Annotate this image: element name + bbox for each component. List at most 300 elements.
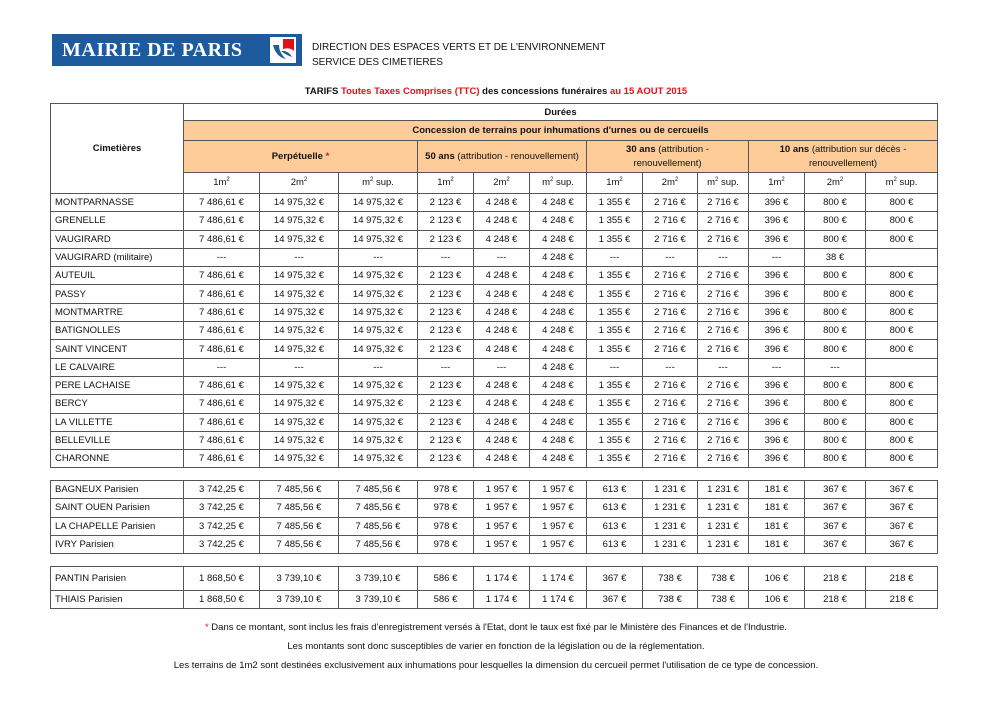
price-cell: 2 123 € [418,267,474,285]
cemetery-name: GRENELLE [51,212,184,230]
price-cell: 1 957 € [474,535,530,553]
price-cell: 4 248 € [474,303,530,321]
price-cell: 1 355 € [587,230,643,248]
price-cell: 367 € [805,499,866,517]
price-cell: 367 € [587,591,643,609]
price-cell: 4 248 € [530,450,587,468]
price-cell: 7 486,61 € [184,212,260,230]
price-cell: 800 € [866,431,938,449]
price-cell: 4 248 € [530,395,587,413]
price-cell: 1 957 € [530,499,587,517]
price-cell: 800 € [866,450,938,468]
price-cell: --- [418,358,474,376]
price-cell: 2 123 € [418,212,474,230]
price-cell: 800 € [805,230,866,248]
price-cell: 1 355 € [587,212,643,230]
cemetery-name: CHARONNE [51,450,184,468]
price-cell: --- [184,358,260,376]
price-cell: 396 € [749,194,805,212]
price-cell: 613 € [587,535,643,553]
price-cell: 2 716 € [643,230,698,248]
cemetery-name: BERCY [51,395,184,413]
price-cell: 1 355 € [587,303,643,321]
price-cell: 14 975,32 € [260,413,339,431]
price-cell: 2 123 € [418,413,474,431]
price-cell: 4 248 € [474,376,530,394]
price-cell: 800 € [866,230,938,248]
cemetery-name: THIAIS Parisien [51,591,184,609]
price-cell: 3 739,10 € [260,591,339,609]
price-cell: 106 € [749,591,805,609]
price-cell: --- [643,248,698,266]
table-row [51,212,938,230]
title-part: TARIFS [304,86,342,97]
price-cell: 4 248 € [530,230,587,248]
price-cell: --- [749,248,805,266]
price-cell: 4 248 € [530,285,587,303]
price-cell: 14 975,32 € [339,267,418,285]
table-row [51,431,938,449]
perpetuelle-header: Perpétuelle * [184,141,418,173]
price-cell: --- [474,248,530,266]
price-cell: 800 € [805,431,866,449]
price-cell: 7 485,56 € [260,517,339,535]
price-cell: --- [587,358,643,376]
price-cell: 218 € [866,567,938,591]
service-line: SERVICE DES CIMETIERES [312,57,443,68]
price-cell: 800 € [866,413,938,431]
price-cell: 1 957 € [474,481,530,499]
concession-header: Concession de terrains pour inhumations d'urnes ou de cercueils [184,121,938,141]
price-cell: 14 975,32 € [260,303,339,321]
price-cell: 1 231 € [698,535,749,553]
price-cell: 2 716 € [643,212,698,230]
unit-header: $1m^2$ [184,173,260,194]
price-cell: 4 248 € [530,212,587,230]
price-cell: 1 355 € [587,395,643,413]
price-cell: 800 € [866,322,938,340]
price-cell: 396 € [749,413,805,431]
price-cell: 396 € [749,395,805,413]
price-cell: --- [805,358,866,376]
price-cell: 3 739,10 € [339,591,418,609]
price-cell: 1 355 € [587,267,643,285]
cemetery-name: MONTMARTRE [51,303,184,321]
price-cell: 14 975,32 € [339,376,418,394]
price-cell: 1 231 € [643,517,698,535]
price-cell: 800 € [805,285,866,303]
tariffs-table-parisien-1 [50,480,938,554]
price-cell: 14 975,32 € [339,285,418,303]
table-row [51,499,938,517]
price-cell: 181 € [749,535,805,553]
price-cell: 1 174 € [530,567,587,591]
price-cell: 396 € [749,285,805,303]
price-cell: 396 € [749,450,805,468]
cimetieres-header: Cimetières [51,104,184,194]
price-cell: 367 € [866,499,938,517]
cemetery-name: VAUGIRARD (militaire) [51,248,184,266]
price-cell: 1 957 € [530,535,587,553]
price-cell: 396 € [749,303,805,321]
price-cell: 1 355 € [587,322,643,340]
price-cell: 738 € [698,591,749,609]
price-cell: 2 716 € [643,267,698,285]
price-cell: 1 174 € [474,591,530,609]
price-cell: 978 € [418,481,474,499]
price-cell: 2 716 € [643,376,698,394]
cemetery-name: IVRY Parisien [51,535,184,553]
price-cell: 4 248 € [530,376,587,394]
price-cell: 7 485,56 € [339,499,418,517]
30ans-header: 30 ans (attribution - renouvellement) [587,141,749,173]
table-row [51,248,938,266]
price-cell: 4 248 € [530,248,587,266]
table-row [51,230,938,248]
price-cell: 367 € [587,567,643,591]
price-cell: --- [184,248,260,266]
page-title [0,86,992,97]
price-cell: 367 € [805,535,866,553]
price-cell: 800 € [805,267,866,285]
price-cell: --- [339,248,418,266]
price-cell: 14 975,32 € [339,322,418,340]
price-cell: 38 € [805,248,866,266]
price-cell: 2 716 € [698,431,749,449]
price-cell: 1 355 € [587,340,643,358]
price-cell: 7 486,61 € [184,322,260,340]
price-cell: 800 € [866,285,938,303]
price-cell: 2 716 € [698,267,749,285]
price-cell: 4 248 € [474,431,530,449]
price-cell: 4 248 € [530,267,587,285]
price-cell: 14 975,32 € [260,194,339,212]
price-cell: 396 € [749,340,805,358]
price-cell: 7 486,61 € [184,230,260,248]
price-cell: 14 975,32 € [339,230,418,248]
price-cell: 396 € [749,230,805,248]
price-cell: 2 123 € [418,303,474,321]
price-cell: 2 716 € [643,285,698,303]
unit-header: $1m^2$ [587,173,643,194]
price-cell: 800 € [805,340,866,358]
cemetery-name: MONTPARNASSE [51,194,184,212]
price-cell: --- [339,358,418,376]
price-cell: 2 123 € [418,376,474,394]
price-cell: 1 355 € [587,376,643,394]
price-cell: 7 486,61 € [184,395,260,413]
price-cell: 800 € [866,212,938,230]
price-cell: 14 975,32 € [339,303,418,321]
price-cell: 7 485,56 € [260,535,339,553]
price-cell: 4 248 € [474,450,530,468]
price-cell: 14 975,32 € [260,376,339,394]
price-cell: 4 248 € [474,267,530,285]
price-cell: 218 € [805,567,866,591]
price-cell: 14 975,32 € [260,395,339,413]
price-cell: 7 485,56 € [339,481,418,499]
cemetery-name: PERE LACHAISE [51,376,184,394]
price-cell: 1 174 € [474,567,530,591]
price-cell: 800 € [805,413,866,431]
price-cell: 396 € [749,322,805,340]
price-cell: 800 € [866,340,938,358]
price-cell: 4 248 € [474,340,530,358]
unit-header: $2m^2$ [805,173,866,194]
price-cell: 4 248 € [474,285,530,303]
price-cell: --- [749,358,805,376]
price-cell: 1 957 € [474,499,530,517]
price-cell: 218 € [866,591,938,609]
price-cell: 14 975,32 € [339,212,418,230]
cemetery-name: SAINT VINCENT [51,340,184,358]
price-cell: 396 € [749,267,805,285]
table-row [51,194,938,212]
price-cell: 14 975,32 € [260,450,339,468]
price-cell: 1 868,50 € [184,591,260,609]
price-cell: 2 716 € [698,340,749,358]
price-cell [866,248,938,266]
price-cell: 2 716 € [698,322,749,340]
price-cell: 14 975,32 € [339,340,418,358]
price-cell: 14 975,32 € [260,230,339,248]
price-cell: 1 868,50 € [184,567,260,591]
price-cell: 2 716 € [698,450,749,468]
unit-header: $m^2$ sup. [530,173,587,194]
tariffs-table-parisien-2 [50,566,938,609]
price-cell: 2 716 € [643,322,698,340]
50ans-header: 50 ans (attribution - renouvellement) [418,141,587,173]
price-cell: 14 975,32 € [260,322,339,340]
price-cell: 2 716 € [643,431,698,449]
price-cell: 613 € [587,517,643,535]
price-cell: 14 975,32 € [260,340,339,358]
price-cell: 181 € [749,499,805,517]
price-cell: 2 123 € [418,322,474,340]
price-cell: 14 975,32 € [339,431,418,449]
price-cell: 978 € [418,499,474,517]
price-cell: 1 231 € [643,535,698,553]
price-cell: 2 716 € [698,230,749,248]
price-cell: 7 486,61 € [184,267,260,285]
table-row [51,285,938,303]
price-cell: 2 716 € [698,376,749,394]
table-row [51,303,938,321]
price-cell: 2 123 € [418,450,474,468]
price-cell: 1 231 € [698,499,749,517]
footnote-2: Les montants sont donc susceptibles de varier en fonction de la législation ou de la réglementation. [287,641,705,652]
price-cell: --- [474,358,530,376]
footnote-1: * Dans ce montant, sont inclus les frais d'enregistrement versés à l'Etat, dont le taux est fixé par le Ministère des Finances et de l'Industrie. [204,622,788,633]
price-cell: 613 € [587,499,643,517]
price-cell: 7 486,61 € [184,376,260,394]
table-row [51,535,938,553]
price-cell: 2 716 € [643,413,698,431]
title-ttc: Toutes Taxes Comprises (TTC) [341,86,480,97]
price-cell: 800 € [866,395,938,413]
price-cell: 4 248 € [474,194,530,212]
price-cell: 2 123 € [418,285,474,303]
mairie-de-paris-logo [52,34,302,66]
price-cell [866,358,938,376]
price-cell: 7 486,61 € [184,340,260,358]
unit-header: $m^2$ sup. [698,173,749,194]
unit-header: $2m^2$ [474,173,530,194]
title-date: au 15 AOUT 2015 [609,86,688,97]
cemetery-name: SAINT OUEN Parisien [51,499,184,517]
price-cell: 2 716 € [698,413,749,431]
table-row [51,358,938,376]
price-cell: --- [698,358,749,376]
cemetery-name: AUTEUIL [51,267,184,285]
price-cell: 4 248 € [474,230,530,248]
price-cell: 14 975,32 € [339,450,418,468]
price-cell: 2 716 € [698,194,749,212]
unit-header: $m^2$ sup. [866,173,938,194]
price-cell: 14 975,32 € [339,413,418,431]
price-cell: 800 € [866,376,938,394]
price-cell: 1 355 € [587,431,643,449]
price-cell: 738 € [698,567,749,591]
cemetery-name: VAUGIRARD [51,230,184,248]
footnotes [0,618,992,675]
table-row [51,395,938,413]
price-cell: 1 355 € [587,413,643,431]
unit-header: $1m^2$ [749,173,805,194]
price-cell: 800 € [805,450,866,468]
price-cell: --- [418,248,474,266]
price-cell: 2 716 € [643,194,698,212]
cemetery-name: PASSY [51,285,184,303]
unit-header: $m^2$ sup. [339,173,418,194]
price-cell: 4 248 € [530,303,587,321]
tariffs-table-paris [50,103,938,468]
price-cell: 2 123 € [418,340,474,358]
price-cell: 7 486,61 € [184,413,260,431]
price-cell: 978 € [418,517,474,535]
price-cell: 218 € [805,591,866,609]
price-cell: 7 485,56 € [260,481,339,499]
price-cell: 14 975,32 € [339,194,418,212]
table-row [51,340,938,358]
price-cell: 1 231 € [643,481,698,499]
price-cell: --- [260,248,339,266]
price-cell: 14 975,32 € [260,431,339,449]
price-cell: 7 485,56 € [339,517,418,535]
price-cell: 738 € [643,591,698,609]
cemetery-name: LE CALVAIRE [51,358,184,376]
price-cell: 800 € [805,194,866,212]
price-cell: 7 486,61 € [184,450,260,468]
price-cell: 2 716 € [643,395,698,413]
table-row [51,567,938,591]
price-cell: 1 231 € [698,481,749,499]
price-cell: 2 716 € [698,303,749,321]
price-cell: 3 739,10 € [339,567,418,591]
price-cell: 1 231 € [698,517,749,535]
table-row [51,413,938,431]
price-cell: 3 739,10 € [260,567,339,591]
price-cell: 367 € [866,481,938,499]
price-cell: 800 € [805,212,866,230]
price-cell: 396 € [749,212,805,230]
price-cell: 4 248 € [530,358,587,376]
price-cell: 2 716 € [698,212,749,230]
price-cell: 800 € [866,194,938,212]
unit-header: $2m^2$ [260,173,339,194]
price-cell: 367 € [805,481,866,499]
price-cell: 2 716 € [643,450,698,468]
table-row [51,267,938,285]
cemetery-name: BELLEVILLE [51,431,184,449]
table-row [51,450,938,468]
price-cell: 586 € [418,591,474,609]
price-cell: 800 € [805,376,866,394]
price-cell: 3 742,25 € [184,517,260,535]
price-cell: 396 € [749,431,805,449]
price-cell: 1 355 € [587,285,643,303]
price-cell: 106 € [749,567,805,591]
price-cell: 2 716 € [643,303,698,321]
price-cell: 800 € [866,303,938,321]
price-cell: 14 975,32 € [260,267,339,285]
price-cell: 7 485,56 € [339,535,418,553]
durees-header: Durées [184,104,938,121]
price-cell: 4 248 € [474,413,530,431]
table-row [51,376,938,394]
logo-text: MAIRIE DE PARIS [62,38,243,61]
price-cell: 2 123 € [418,194,474,212]
price-cell: 1 957 € [474,517,530,535]
price-cell: 7 486,61 € [184,285,260,303]
price-cell: 4 248 € [474,322,530,340]
price-cell: 14 975,32 € [260,212,339,230]
price-cell: 1 957 € [530,517,587,535]
price-cell: 2 716 € [643,340,698,358]
price-cell: 2 123 € [418,230,474,248]
cemetery-name: LA VILLETTE [51,413,184,431]
price-cell: 14 975,32 € [260,285,339,303]
footnote-3: Les terrains de 1m2 sont destinées exclusivement aux inhumations pour lesquelles la dimension du cercueil permet l'utilisation de ce type de concession. [173,660,819,671]
cemetery-name: BATIGNOLLES [51,322,184,340]
department-heading [312,40,606,70]
price-cell: --- [643,358,698,376]
table-row [51,517,938,535]
price-cell: 978 € [418,535,474,553]
cemetery-name: PANTIN Parisien [51,567,184,591]
price-cell: 7 486,61 € [184,194,260,212]
price-cell: 367 € [866,535,938,553]
table-row [51,322,938,340]
price-cell: 1 355 € [587,450,643,468]
price-cell: 613 € [587,481,643,499]
price-cell: 14 975,32 € [339,395,418,413]
price-cell: --- [698,248,749,266]
price-cell: 2 123 € [418,395,474,413]
price-cell: 367 € [866,517,938,535]
10ans-header: 10 ans (attribution sur décès - renouvellement) [749,141,938,173]
price-cell: --- [587,248,643,266]
price-cell: 3 742,25 € [184,481,260,499]
price-cell: 1 174 € [530,591,587,609]
price-cell: 4 248 € [474,212,530,230]
price-cell: 2 123 € [418,431,474,449]
price-cell: 4 248 € [530,194,587,212]
price-cell: 1 231 € [643,499,698,517]
price-cell: 7 485,56 € [260,499,339,517]
price-cell: 7 486,61 € [184,431,260,449]
price-cell: 2 716 € [698,395,749,413]
